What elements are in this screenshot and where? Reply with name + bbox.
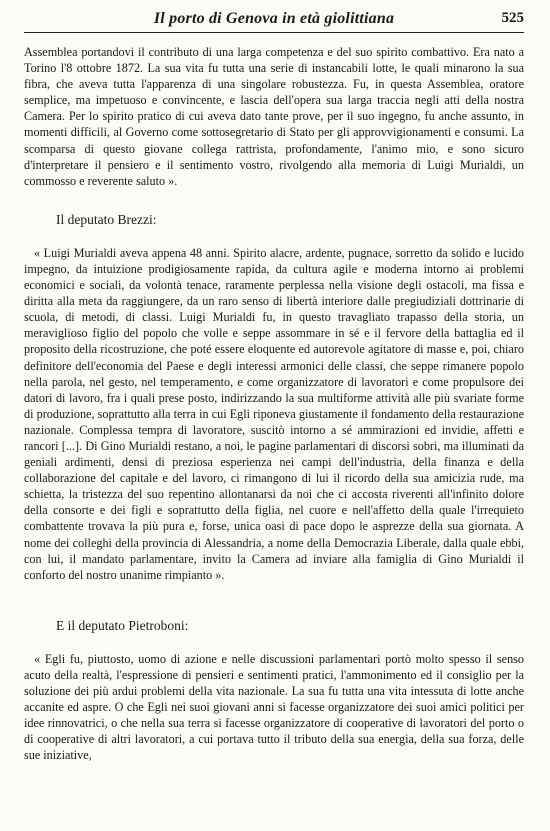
running-title: Il porto di Genova in età giolittiana: [153, 10, 395, 27]
speaker-heading-brezzi: Il deputato Brezzi:: [56, 211, 157, 227]
paragraph-opening: Assemblea portandovi il contributo di una larga competenza e del suo spirito combattivo. Era nato a Torino l'8 ottobre 1872. La sua vita fu tutta una serie di instancabili lotte, le quali minarono la sua fibra, che aveva tutta l'apparenza di una singolare robustezza. Fu, in questa Assemblea, oratore semplice, ma impetuoso e convincente, e lascia dell'opera sua larga traccia negli atti della nostra Camera. Per lo spirito pratico di cui aveva dato tante prove, per il suo ingegno, fu anche assunto, in momenti difficili, al Governo come sottosegretario di Stato per gli approvvigionamenti e consumi. La scomparsa di questo giovane collega rattrista, profondamente, l'animo mio, e sono sicuro d'interpretare il pensiero e il sentimento vostro, rivolgendo alla memoria di Luigi Murialdi, un commosso e reverente saluto ».: [24, 45, 524, 188]
body-text: [24, 44, 524, 763]
paragraph-pietroboni-speech: « Egli fu, piuttosto, uomo di azione e nelle discussioni parlamentari portò molto spesso il senso acuto della realtà, l'espressione di pensieri e sentimenti pratici, l'ammonimento ed il consiglio per la soluzione dei più ardui problemi della vita nazionale. La sua fu tutta una vita intessuta di lotte anche accanite ed aspre. O che Egli nei suoi giovani anni si facesse organizzatore dei suoi amici politici per idee rinnovatrici, o che nella sua terra si facesse organizzatore di cooperative di lavoratori del porto o di cooperative di altri lavoratori, a cui portava tutto il tributo della sua energia, della sua forza, delle sue iniziative,: [24, 651, 524, 763]
paragraph-brezzi-speech: « Luigi Murialdi aveva appena 48 anni. Spirito alacre, ardente, pugnace, sorretto da solido e lucido impegno, da intuizione prodigiosamente rapida, da cultura agile e moderna intorno ai problemi economici e sociali, da volontà tenace, raramente perplessa nella visione degli ostacoli, ma fissa e diritta alla meta da raggiungere, da un raro senso di libertà interiore dalle pregiudiziali dottrinarie di scuola, di metodi, di classi. Luigi Murialdi fu, in questo travagliato trapasso della storia, un meraviglioso figlio del popolo che volle e seppe assommare in sé e il fervore della battaglia ed il proposito della ricostruzione, che poté essere eloquente ed autorevole agitatore di masse e, poi, chiaro definitore dell'economia del Paese e degli interessi armonici delle classi, che seppe rimanere popolo nella parola, nel gesto, nel temperamento, e come organizzatore di lavoratori e come propulsore dei datori di lavoro, fra i quali prese posto, indirizzando la sua multiforme attività alle più svariate forme di produzione, soprattutto alla terra in cui Egli riponeva giustamente il fondamento della restaurazione nazionale. Complessa tempra di lavoratore, suscitò intorno a sé ammirazioni ed invidie, affetti e rancori [...]. Di Gino Murialdi restano, a noi, le pagine parlamentari di discorsi sobri, ma illuminati da geniali ardimenti, densi di preziosa esperienza nei campi dell'industria, della finanza e della collaborazione del capitale e del lavoro, ci rimangono di lui il ricordo della sua amicizia rude, ma schietta, la tristezza del suo repentino allontanarsi da noi che ci accosta riverenti all'infinito dolore della consorte e dei figli e soprattutto della figlia, nel cuore e nell'affetto della quale l'irrequieto combattente trovava la più pura e, forse, unica oasi di pace dopo le asprezze della sua giornata. A nome dei colleghi della provincia di Alessandria, a nome della Democrazia Liberale, dalla quale ebbi, con lui, il mandato parlamentare, invito la Camera ad inviare alla famiglia di Gino Murialdi il conforto del nostro unanime rimpianto ».: [24, 245, 524, 582]
page-header: [24, 6, 524, 33]
speaker-heading-pietroboni: E il deputato Pietroboni:: [56, 617, 189, 633]
page-number: 525: [501, 10, 524, 26]
